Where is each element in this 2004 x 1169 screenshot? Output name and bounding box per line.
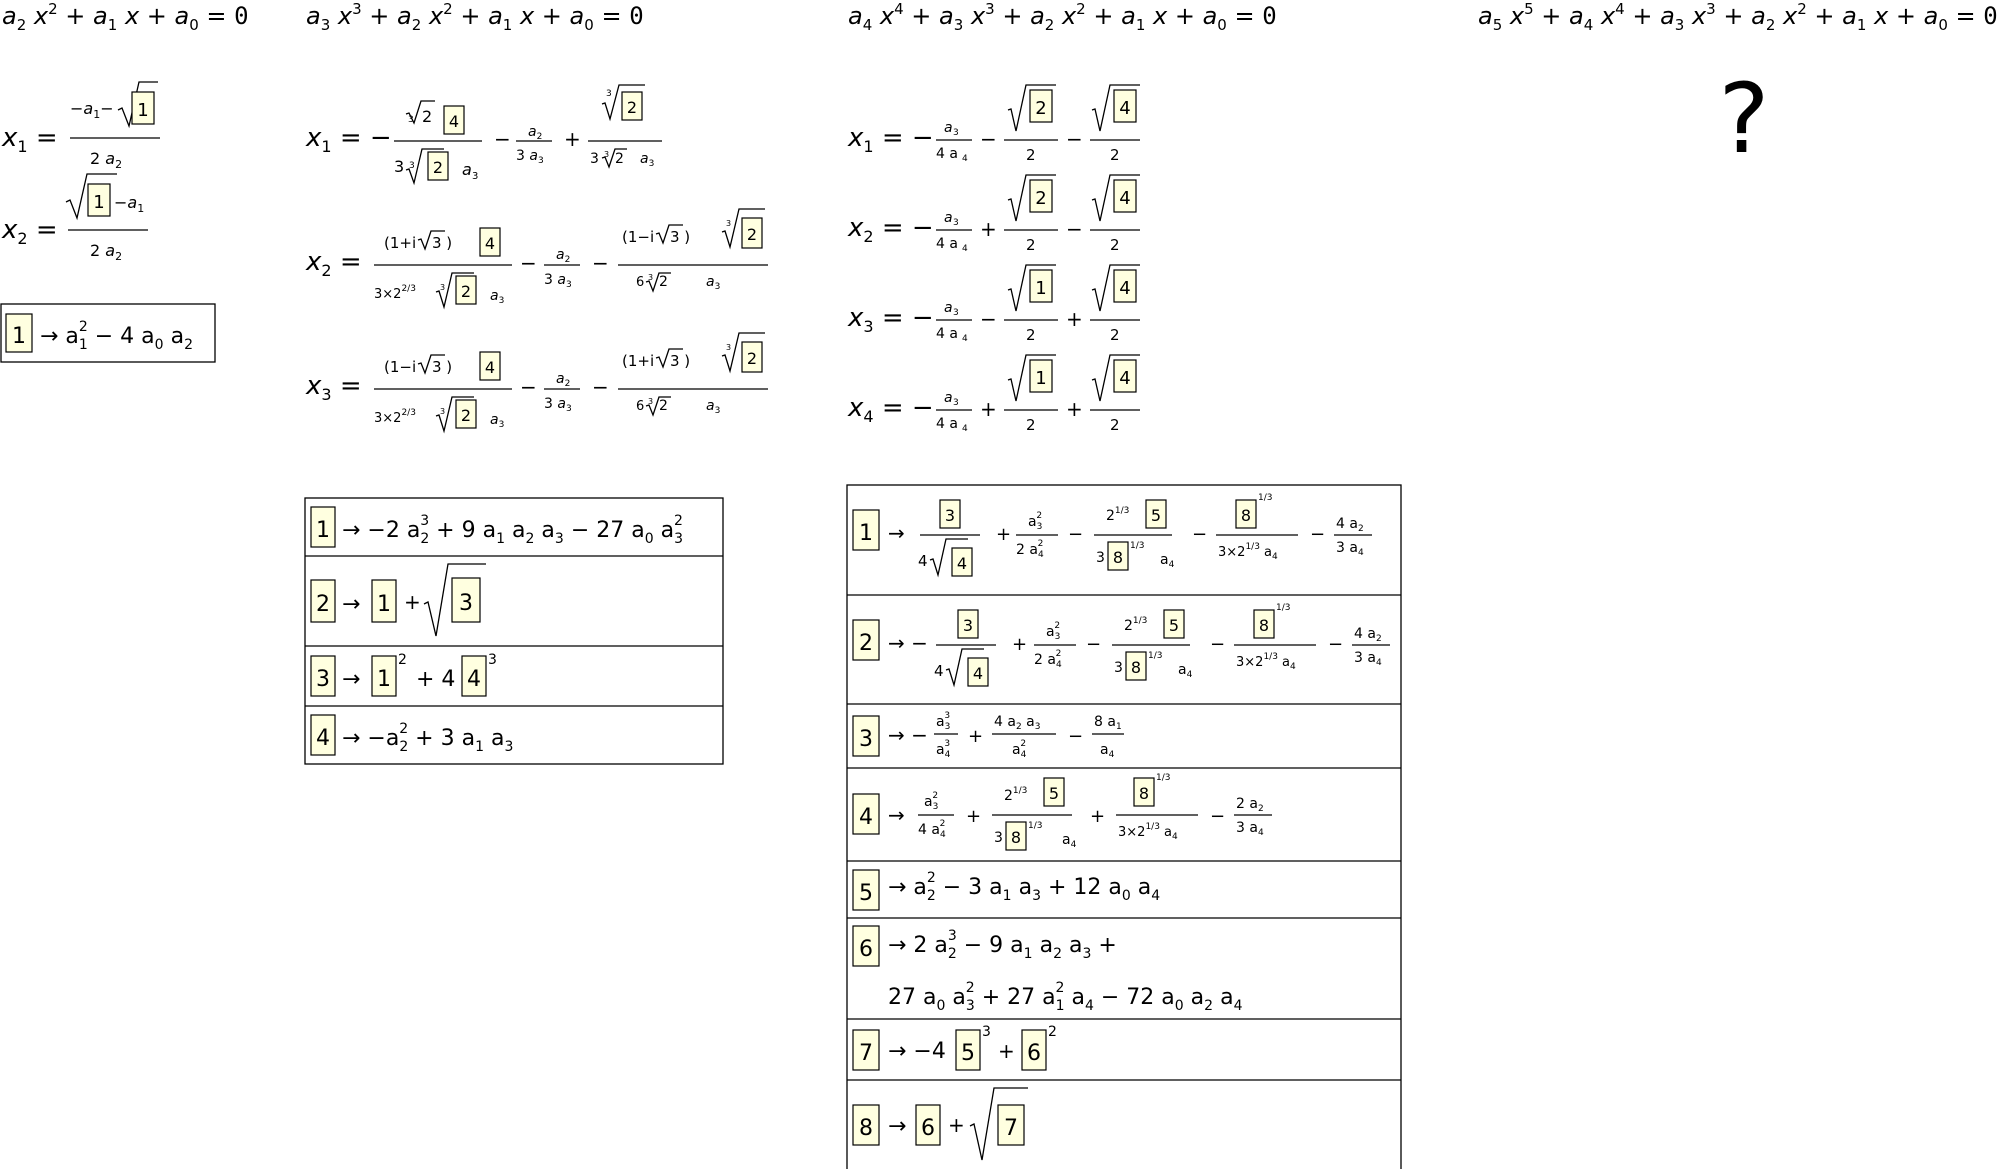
svg-text:3: 3 bbox=[962, 616, 974, 635]
svg-text:+: + bbox=[980, 397, 997, 421]
svg-text:x4 = −: $x_4$ = − bbox=[848, 393, 934, 426]
svg-text:+: + bbox=[1066, 307, 1083, 331]
svg-text:4 a2: 4 $a_2$ bbox=[1354, 626, 1382, 644]
svg-text:a4: $a_4$ bbox=[1178, 662, 1193, 680]
svg-text:x1 =: $x_1$ = bbox=[2, 123, 58, 156]
svg-text:27 a0 a32 + 27 a12 a4 − 72 a0: 27 $a_0$ $a_32 + 27$ $a_12$ $a_4 - 72$ $a_0$ $a_2$ $a_4$ bbox=[888, 980, 1243, 1014]
svg-text:−: − bbox=[592, 251, 609, 275]
svg-text:1: 1 bbox=[316, 518, 330, 543]
svg-text:a: a bbox=[944, 300, 953, 316]
svg-text:3: 3 bbox=[1096, 550, 1105, 566]
svg-text:−: − bbox=[980, 307, 997, 331]
svg-text:8: 8 bbox=[1112, 548, 1124, 567]
svg-text:3: 3 bbox=[440, 407, 446, 416]
svg-text:a: a bbox=[944, 120, 953, 136]
svg-text:a3: $a_3$ bbox=[640, 151, 655, 169]
svg-text:→ a12 − 4 a0 a2: → $a_12 - 4$ $a_0$ $a_2$ bbox=[40, 319, 193, 353]
quartic-root-x4 bbox=[847, 355, 1140, 434]
svg-text:2: 2 bbox=[1110, 416, 1120, 434]
svg-text:2: 2 bbox=[460, 282, 472, 301]
svg-text:a33: $a_33$ bbox=[936, 711, 951, 732]
svg-text:3 a4: 3 $a_4$ bbox=[1236, 820, 1264, 838]
svg-text:1: 1 bbox=[377, 667, 391, 692]
svg-text:3: 3 bbox=[1114, 660, 1123, 676]
svg-text:8: 8 bbox=[1138, 784, 1150, 803]
svg-text:4: 4 bbox=[962, 424, 968, 434]
svg-text:a2 x2 + a1 x + a0 = 0: $a_2$ $x^2 + a_1$ $x + a_0 = 0$ bbox=[2, 0, 249, 34]
svg-text:2: 2 bbox=[1035, 98, 1047, 119]
svg-text:6: 6 bbox=[636, 275, 645, 290]
svg-text:→ −2 a23 + 9 a1 a2 a3 − 27 a0: → −2 $a_23 + 9$ $a_1$ $a_2$ $a_3 - 27$ $a_0$ $a_32$ bbox=[342, 513, 684, 547]
svg-text:3: 3 bbox=[590, 151, 599, 167]
svg-text:a2: $a_2$ bbox=[556, 371, 571, 389]
svg-text:a4: $a_4$ bbox=[1100, 742, 1115, 760]
svg-text:4 a42: 4 $a_42$ bbox=[918, 819, 946, 840]
svg-text:(1−i: (1−i bbox=[622, 228, 655, 246]
svg-text:1: 1 bbox=[859, 521, 873, 546]
svg-text:−: − bbox=[520, 375, 537, 399]
svg-text:5: 5 bbox=[1150, 506, 1162, 525]
quintic-unknown-mark: ? bbox=[1718, 63, 1770, 175]
svg-text:→ −a22 + 3 a1 a3: → $-a_22 + 3$ $a_1$ $a_3$ bbox=[342, 721, 514, 755]
quartic-root-x2 bbox=[847, 175, 1140, 254]
svg-text:2 a2: 2 $a_2$ bbox=[90, 149, 123, 171]
svg-text:8: 8 bbox=[1240, 506, 1252, 525]
quadratic-equation-header bbox=[2, 0, 249, 34]
svg-text:4: 4 bbox=[859, 805, 873, 830]
cubic-root-x1 bbox=[305, 85, 662, 183]
svg-text:3 ): 3 ) bbox=[670, 228, 691, 246]
svg-text:2: 2 bbox=[746, 349, 758, 368]
quadratic-definitions-table bbox=[1, 304, 215, 362]
svg-text:a3: $a_3$ bbox=[706, 398, 721, 416]
svg-text:a4: $a_4$ bbox=[1160, 552, 1175, 570]
svg-text:3: 3 bbox=[440, 283, 446, 292]
svg-text:→ −: → − bbox=[888, 631, 928, 655]
svg-text:4: 4 bbox=[448, 112, 460, 131]
svg-text:a: a bbox=[944, 210, 953, 226]
svg-text:+: + bbox=[968, 726, 984, 747]
svg-text:7: 7 bbox=[1004, 1116, 1018, 1141]
svg-text:−: − bbox=[1210, 806, 1226, 827]
svg-text:→: → bbox=[888, 803, 905, 827]
svg-text:(1+i: (1+i bbox=[384, 234, 417, 252]
svg-text:4: 4 bbox=[1119, 188, 1131, 209]
svg-text:2 a2: 2 $a_2$ bbox=[1236, 796, 1264, 814]
svg-text:2: 2 bbox=[659, 274, 668, 290]
svg-text:a: a bbox=[944, 390, 953, 406]
svg-text:3 a4: 3 $a_4$ bbox=[1336, 540, 1364, 558]
svg-text:−: − bbox=[1310, 524, 1326, 545]
svg-text:4: 4 bbox=[934, 662, 944, 680]
quartic-equation-header bbox=[848, 0, 1277, 34]
svg-text:3×22/3: $3\times 2^{2/3}$ bbox=[374, 284, 416, 302]
svg-text:4: 4 bbox=[1119, 368, 1131, 389]
svg-text:2: 2 bbox=[398, 652, 407, 668]
quadratic-root-x1 bbox=[1, 82, 160, 171]
svg-text:4: 4 bbox=[962, 244, 968, 254]
svg-text:3×21/3 a4: $3\times 2^{1/3}$ $a_4$ bbox=[1218, 542, 1278, 562]
svg-text:3: 3 bbox=[953, 218, 959, 228]
svg-text:2: 2 bbox=[422, 107, 433, 126]
svg-text:3: 3 bbox=[648, 397, 654, 406]
svg-text:x2 =: $x_2$ = bbox=[306, 247, 362, 280]
svg-text:a: a bbox=[462, 160, 472, 179]
cubic-definitions-table bbox=[305, 498, 723, 764]
svg-text:2: 2 bbox=[460, 406, 472, 425]
svg-text:2: 2 bbox=[659, 398, 668, 414]
svg-text:3 ): 3 ) bbox=[432, 234, 453, 252]
svg-text:1: 1 bbox=[377, 592, 391, 617]
svg-text:x3 =: $x_3$ = bbox=[306, 371, 362, 404]
svg-text:2: 2 bbox=[1110, 326, 1120, 344]
svg-text:21/3: $2^{1/3}$ bbox=[1004, 786, 1028, 804]
svg-text:+: + bbox=[1012, 634, 1028, 655]
svg-text:1/3: 1/3 bbox=[1156, 773, 1171, 783]
svg-text:−: − bbox=[1192, 524, 1208, 545]
svg-text:−: − bbox=[494, 127, 511, 151]
svg-text:3: 3 bbox=[994, 830, 1003, 846]
svg-text:21/3: $2^{1/3}$ bbox=[1124, 616, 1148, 634]
svg-text:4: 4 bbox=[962, 154, 968, 164]
svg-text:3: 3 bbox=[953, 128, 959, 138]
svg-text:2: 2 bbox=[1026, 326, 1036, 344]
svg-text:−: − bbox=[1066, 127, 1083, 151]
svg-text:+: + bbox=[966, 806, 982, 827]
svg-text:+: + bbox=[996, 524, 1012, 545]
svg-text:+: + bbox=[404, 590, 421, 614]
svg-text:2: 2 bbox=[859, 631, 873, 656]
svg-text:8 a1: 8 $a_1$ bbox=[1094, 714, 1122, 732]
svg-text:3 a4: 3 $a_4$ bbox=[1354, 650, 1382, 668]
svg-text:4: 4 bbox=[1119, 98, 1131, 119]
svg-text:+: + bbox=[980, 217, 997, 241]
svg-text:a43: $a_43$ bbox=[936, 739, 951, 760]
svg-text:−: − bbox=[1210, 634, 1226, 655]
svg-text:x3 = −: $x_3$ = − bbox=[848, 303, 934, 336]
svg-text:1/3: 1/3 bbox=[1148, 651, 1163, 661]
svg-text:(1−i: (1−i bbox=[384, 358, 417, 376]
svg-text:4: 4 bbox=[1119, 278, 1131, 299]
svg-text:5: 5 bbox=[1168, 616, 1180, 635]
svg-text:3×22/3: $3\times 2^{2/3}$ bbox=[374, 408, 416, 426]
svg-text:5: 5 bbox=[859, 881, 873, 906]
svg-text:3 a3: 3 $a_3$ bbox=[516, 148, 544, 166]
svg-text:21/3: $2^{1/3}$ bbox=[1106, 506, 1130, 524]
svg-text:a32: $a_32$ bbox=[1046, 621, 1061, 642]
quartic-root-x1 bbox=[847, 85, 1140, 164]
svg-text:a4 x4 + a3 x3 + a2 x2 + a1 x +: $a_4$ $x^4 + a_3$ $x^3 + a_2$ $x^2 + a_1$ $x + a_0 = 0$ bbox=[848, 0, 1277, 34]
svg-text:→ −4: → −4 bbox=[888, 1039, 946, 1064]
svg-text:→: → bbox=[888, 1114, 907, 1139]
quartic-definitions-table bbox=[847, 485, 1401, 1169]
svg-text:2: 2 bbox=[432, 158, 444, 177]
svg-text:1: 1 bbox=[137, 100, 149, 121]
svg-text:4: 4 bbox=[918, 552, 928, 570]
svg-text:4 a2 a3: 4 $a_2$ $a_3$ bbox=[994, 714, 1041, 732]
svg-text:→: → bbox=[888, 521, 905, 545]
cubic-root-x2 bbox=[305, 209, 768, 307]
svg-text:x2 = −: $x_2$ = − bbox=[848, 213, 934, 246]
svg-text:1: 1 bbox=[12, 324, 26, 349]
svg-text:−: − bbox=[1068, 524, 1084, 545]
svg-text:3: 3 bbox=[604, 150, 610, 159]
svg-text:a32: $a_32$ bbox=[924, 791, 939, 812]
svg-text:a3: $a_3$ bbox=[706, 274, 721, 292]
svg-text:→ −: → − bbox=[888, 723, 928, 747]
svg-text:2 a2: 2 $a_2$ bbox=[90, 241, 123, 263]
svg-text:a32: $a_32$ bbox=[1028, 511, 1043, 532]
svg-text:6: 6 bbox=[1027, 1041, 1041, 1066]
svg-text:1: 1 bbox=[1035, 278, 1047, 299]
svg-text:4 a: 4 a bbox=[936, 326, 958, 342]
svg-text:6: 6 bbox=[921, 1116, 935, 1141]
svg-text:2: 2 bbox=[615, 151, 624, 167]
quartic-root-x3 bbox=[847, 265, 1140, 344]
svg-text:3: 3 bbox=[472, 171, 479, 182]
svg-text:−a1−: $-a_1-$ bbox=[70, 99, 114, 121]
svg-text:x1 = −: $x_1$ = − bbox=[306, 123, 392, 156]
svg-text:+: + bbox=[998, 1039, 1015, 1063]
svg-text:2: 2 bbox=[1110, 146, 1120, 164]
svg-text:2: 2 bbox=[746, 225, 758, 244]
svg-text:−: − bbox=[1328, 634, 1344, 655]
svg-text:1/3: 1/3 bbox=[1028, 821, 1043, 831]
svg-text:4 a: 4 a bbox=[936, 416, 958, 432]
svg-text:1: 1 bbox=[1035, 368, 1047, 389]
svg-text:2: 2 bbox=[316, 592, 330, 617]
svg-text:a2: $a_2$ bbox=[528, 124, 543, 142]
svg-text:a2: $a_2$ bbox=[556, 247, 571, 265]
svg-text:3: 3 bbox=[488, 652, 497, 668]
svg-text:1: 1 bbox=[93, 192, 105, 213]
quintic-equation-header bbox=[1478, 0, 1998, 34]
svg-text:4 a: 4 a bbox=[936, 146, 958, 162]
svg-text:→ a22 − 3 a1 a3 + 12 a0 a4: → $a_22 - 3$ $a_1$ $a_3 + 12$ $a_0$ $a_4$ bbox=[888, 870, 1161, 904]
svg-text:4: 4 bbox=[956, 554, 968, 573]
svg-text:+: + bbox=[1066, 397, 1083, 421]
svg-text:4: 4 bbox=[467, 667, 481, 692]
svg-text:2: 2 bbox=[1026, 236, 1036, 254]
svg-text:4 a2: 4 $a_2$ bbox=[1336, 516, 1364, 534]
svg-text:4: 4 bbox=[484, 234, 496, 253]
svg-text:+: + bbox=[1090, 806, 1106, 827]
svg-text:4: 4 bbox=[484, 358, 496, 377]
svg-text:8: 8 bbox=[1258, 616, 1270, 635]
cubic-equation-header bbox=[306, 0, 644, 34]
svg-text:1/3: 1/3 bbox=[1130, 541, 1145, 551]
svg-text:3: 3 bbox=[409, 161, 415, 171]
svg-text:3: 3 bbox=[408, 115, 414, 125]
svg-text:a5 x5 + a4 x4 + a3 x3 + a2 x2: $a_5$ $x^5 + a_4$ $x^4 + a_3$ $x^3 + a_2$ $x^2 + a_1$ $x + a_0 = 0$ bbox=[1478, 0, 1998, 34]
svg-text:(1+i: (1+i bbox=[622, 352, 655, 370]
svg-text:−: − bbox=[592, 375, 609, 399]
svg-text:3 a3: 3 $a_3$ bbox=[544, 272, 572, 290]
svg-text:+: + bbox=[948, 1113, 965, 1137]
svg-text:3: 3 bbox=[316, 667, 330, 692]
svg-text:8: 8 bbox=[1130, 658, 1142, 677]
svg-text:3: 3 bbox=[953, 398, 959, 408]
svg-text:3: 3 bbox=[944, 506, 956, 525]
svg-text:3: 3 bbox=[394, 157, 405, 176]
svg-text:8: 8 bbox=[859, 1116, 873, 1141]
svg-text:3: 3 bbox=[982, 1024, 991, 1040]
svg-text:1/3: 1/3 bbox=[1258, 493, 1273, 503]
svg-text:4: 4 bbox=[316, 726, 330, 751]
svg-text:→: → bbox=[342, 667, 361, 692]
svg-text:→: → bbox=[342, 592, 361, 617]
svg-text:1/3: 1/3 bbox=[1276, 603, 1291, 613]
svg-text:−: − bbox=[1086, 634, 1102, 655]
quadratic-root-x2 bbox=[1, 174, 148, 263]
svg-text:4: 4 bbox=[972, 664, 984, 683]
svg-text:5: 5 bbox=[961, 1041, 975, 1066]
svg-text:4 a: 4 a bbox=[936, 236, 958, 252]
svg-text:2 a42: 2 $a_42$ bbox=[1016, 539, 1044, 560]
svg-text:2: 2 bbox=[1110, 236, 1120, 254]
svg-text:−: − bbox=[1068, 726, 1084, 747]
svg-text:3: 3 bbox=[726, 343, 732, 352]
svg-text:3×21/3 a4: $3\times 2^{1/3}$ $a_4$ bbox=[1236, 652, 1296, 672]
svg-text:4: 4 bbox=[962, 334, 968, 344]
svg-text:3 ): 3 ) bbox=[670, 352, 691, 370]
svg-text:3: 3 bbox=[606, 89, 612, 99]
svg-text:a3: $a_3$ bbox=[490, 412, 505, 430]
svg-text:3: 3 bbox=[859, 727, 873, 752]
svg-text:a42: $a_42$ bbox=[1012, 739, 1027, 760]
svg-text:3 ): 3 ) bbox=[432, 358, 453, 376]
svg-text:3: 3 bbox=[459, 591, 473, 616]
svg-text:2: 2 bbox=[1026, 146, 1036, 164]
svg-text:3×21/3 a4: $3\times 2^{1/3}$ $a_4$ bbox=[1118, 822, 1178, 842]
svg-text:3: 3 bbox=[648, 273, 654, 282]
svg-text:3: 3 bbox=[953, 308, 959, 318]
cubic-root-x3 bbox=[305, 333, 768, 431]
svg-text:2: 2 bbox=[1026, 416, 1036, 434]
svg-text:7: 7 bbox=[859, 1041, 873, 1066]
svg-text:x1 = −: $x_1$ = − bbox=[848, 123, 934, 156]
svg-text:−: − bbox=[1066, 217, 1083, 241]
svg-text:6: 6 bbox=[636, 399, 645, 414]
svg-text:5: 5 bbox=[1048, 784, 1060, 803]
svg-text:−: − bbox=[980, 127, 997, 151]
svg-text:a3 x3 + a2 x2 + a1 x + a0 = 0: $a_3$ $x^3 + a_2$ $x^2 + a_1$ $x + a_0 = 0$ bbox=[306, 0, 644, 34]
svg-text:2: 2 bbox=[1048, 1024, 1057, 1040]
svg-text:x2 =: $x_2$ = bbox=[2, 215, 58, 248]
svg-text:+: + bbox=[564, 127, 581, 151]
svg-text:2: 2 bbox=[1035, 188, 1047, 209]
svg-text:3: 3 bbox=[726, 219, 732, 228]
svg-text:a3: $a_3$ bbox=[490, 288, 505, 306]
svg-text:8: 8 bbox=[1010, 828, 1022, 847]
svg-text:2: 2 bbox=[626, 98, 638, 117]
quartic-roots bbox=[847, 85, 1140, 434]
svg-text:a4: $a_4$ bbox=[1062, 832, 1077, 850]
svg-text:2 a42: 2 $a_42$ bbox=[1034, 649, 1062, 670]
svg-text:+ 4: + 4 bbox=[416, 667, 456, 692]
svg-text:−a1: $-a_1$ bbox=[114, 193, 145, 215]
svg-text:3 a3: 3 $a_3$ bbox=[544, 396, 572, 414]
svg-text:6: 6 bbox=[859, 937, 873, 962]
svg-text:−: − bbox=[520, 251, 537, 275]
svg-text:→ 2 a23 − 9 a1 a2 a3 +: → 2 $a_23 - 9$ $a_1$ $a_2$ $a_3$ + bbox=[888, 928, 1117, 962]
